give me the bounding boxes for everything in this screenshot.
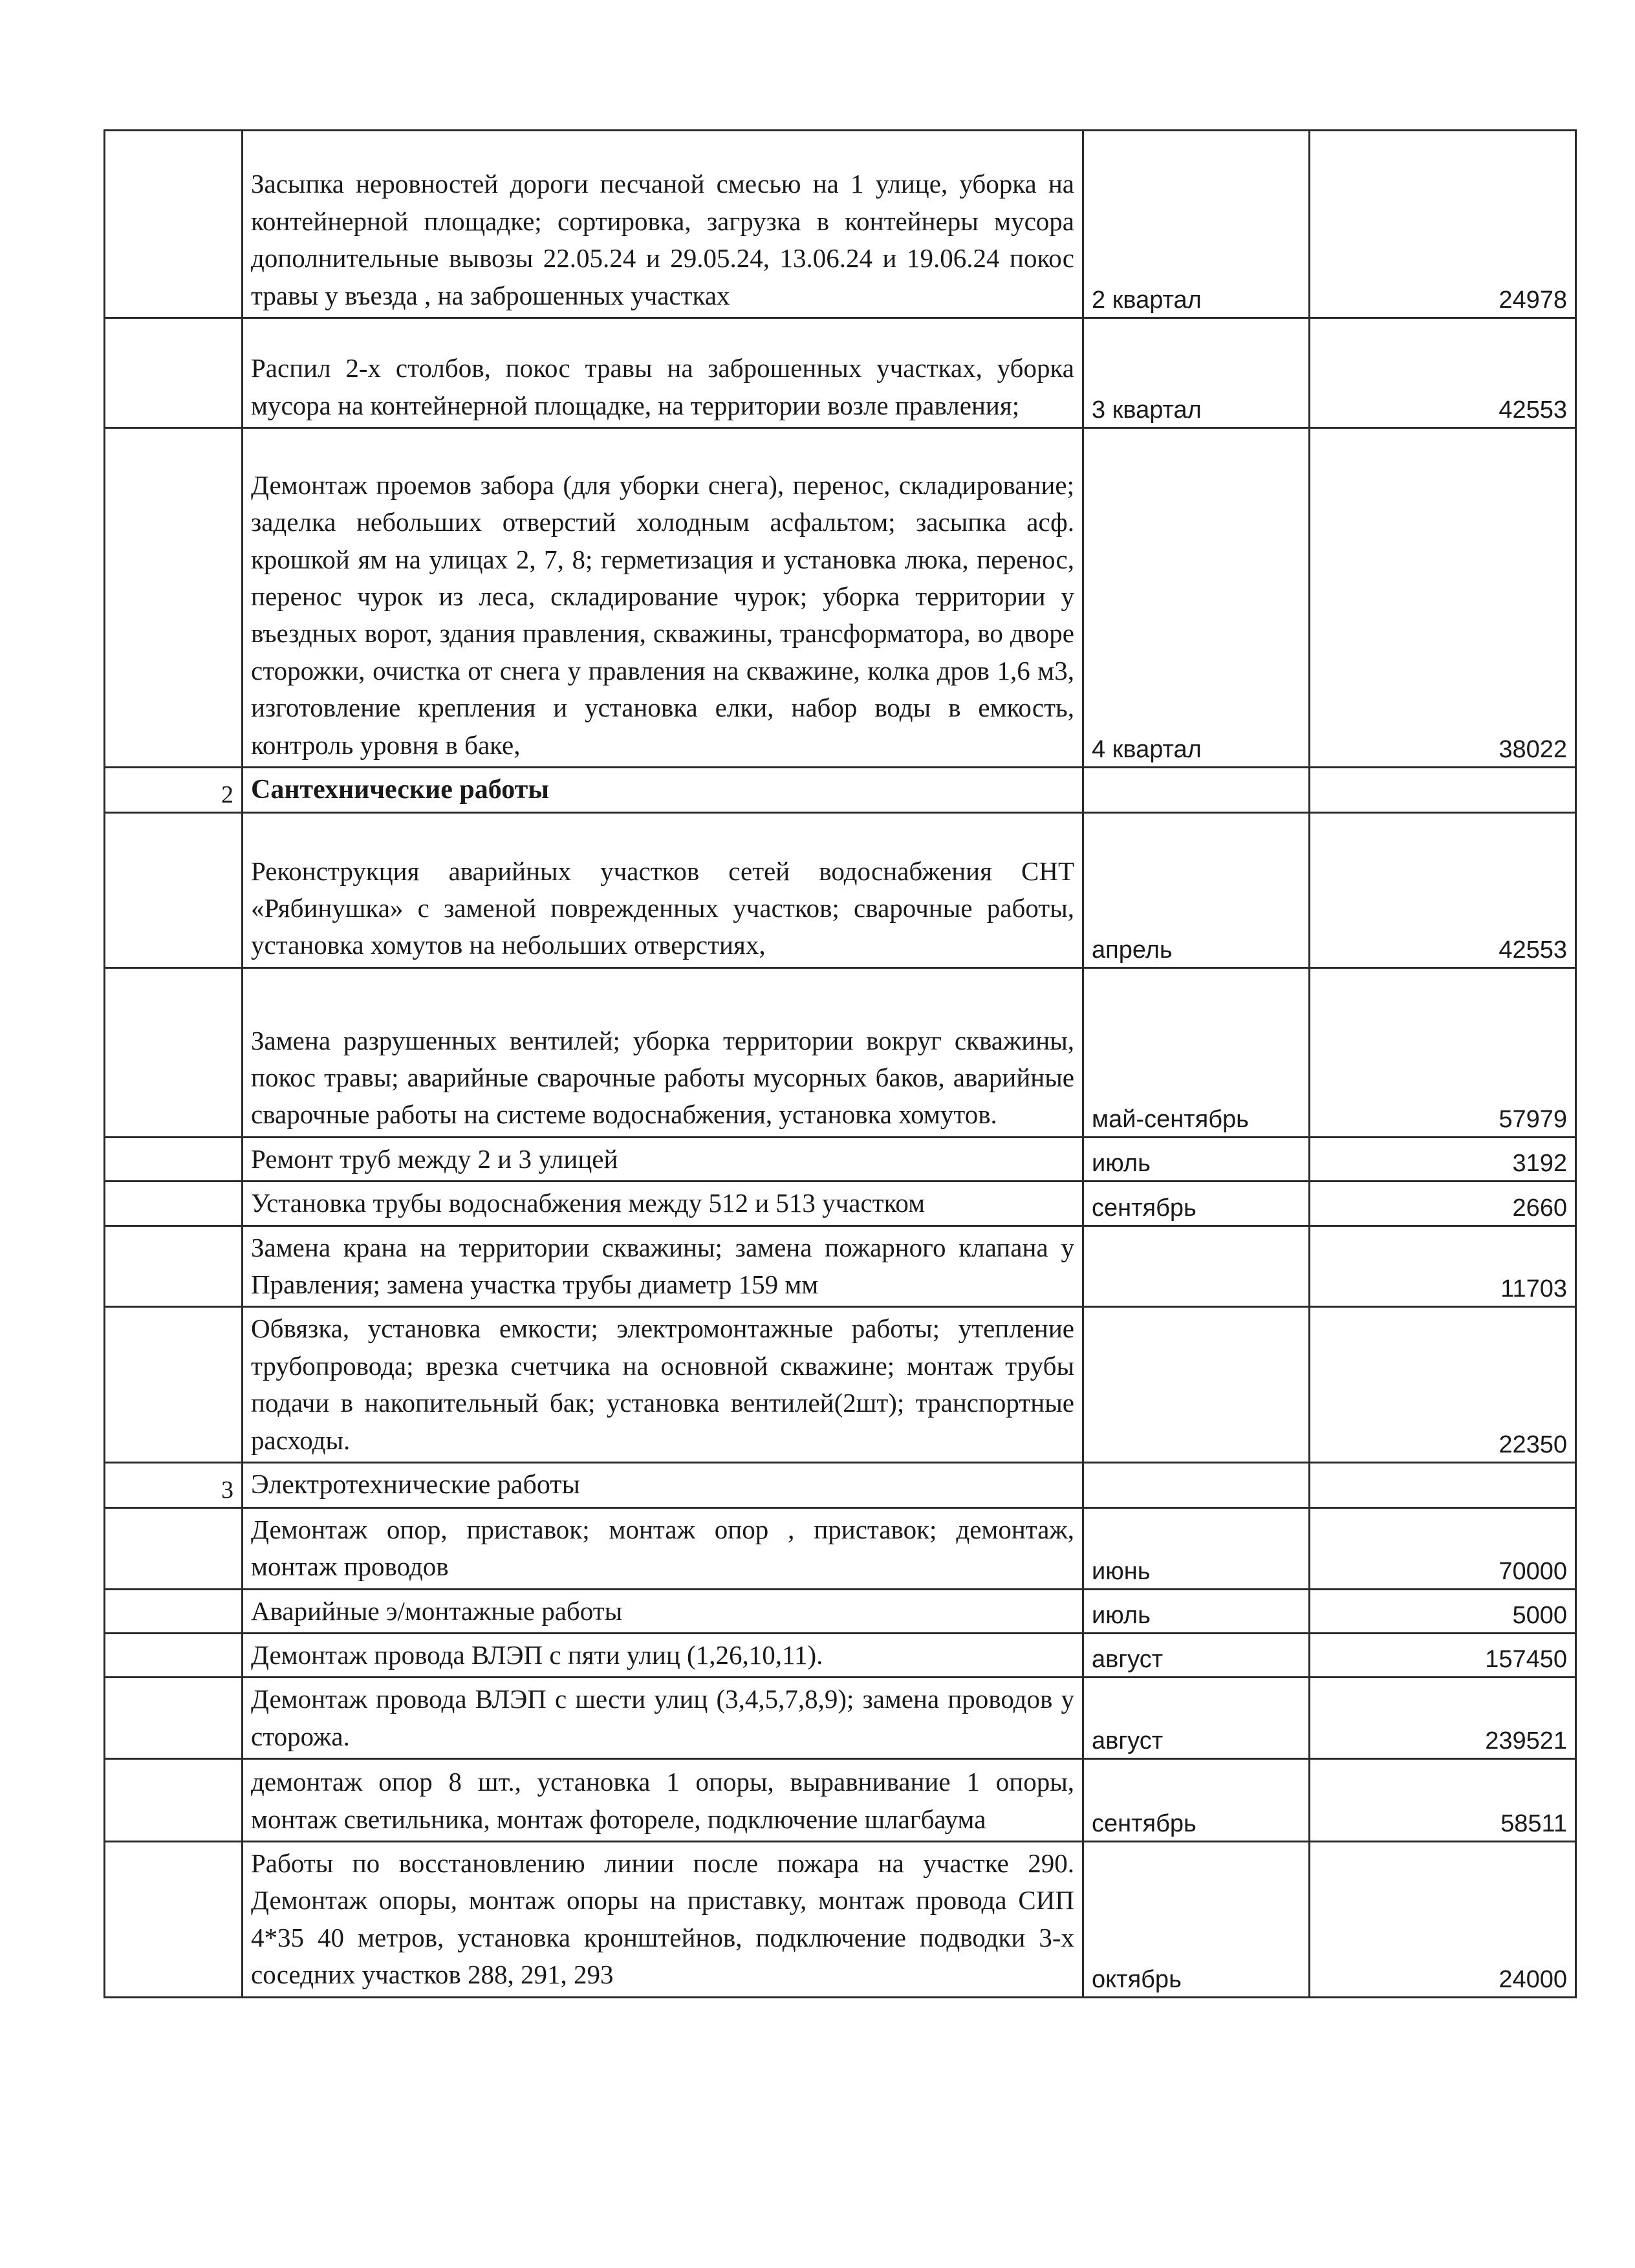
work-description-cell: Электротехнические работы bbox=[243, 1462, 1083, 1507]
table-row bbox=[105, 1589, 1576, 1633]
row-number-cell bbox=[105, 1307, 243, 1463]
table-row bbox=[105, 1633, 1576, 1677]
period-cell: 3 квартал bbox=[1083, 318, 1310, 428]
work-description-cell: Демонтаж провода ВЛЭП с пяти улиц (1,26,10,11). bbox=[243, 1633, 1083, 1677]
table-row bbox=[105, 428, 1576, 768]
amount-cell: 42553 bbox=[1310, 318, 1576, 428]
period-cell: апрель bbox=[1083, 812, 1310, 967]
table-row bbox=[105, 1842, 1576, 1998]
row-number-cell bbox=[105, 1759, 243, 1842]
amount-cell: 3192 bbox=[1310, 1137, 1576, 1181]
work-description-cell: Замена разрушенных вентилей; уборка территории вокруг скважины, покос травы; аварийные сварочные работы мусорных баков, аварийные сварочные работы на системе водоснабжения, установка хомутов. bbox=[243, 967, 1083, 1137]
table-row bbox=[105, 1137, 1576, 1181]
amount-cell: 5000 bbox=[1310, 1589, 1576, 1633]
period-cell: сентябрь bbox=[1083, 1759, 1310, 1842]
amount-cell: 57979 bbox=[1310, 967, 1576, 1137]
period-cell: июль bbox=[1083, 1137, 1310, 1181]
period-cell: 4 квартал bbox=[1083, 428, 1310, 768]
period-cell: октябрь bbox=[1083, 1842, 1310, 1998]
amount-cell: 38022 bbox=[1310, 428, 1576, 768]
row-number-cell bbox=[105, 1182, 243, 1226]
row-number-cell bbox=[105, 1507, 243, 1589]
row-number-cell bbox=[105, 967, 243, 1137]
work-description-cell: Сантехнические работы bbox=[243, 768, 1083, 813]
works-table-body bbox=[105, 131, 1576, 1998]
work-description-cell: Обвязка, установка емкости; электромонтажные работы; утепление трубопровода; врезка счетчика на основной скважине; монтаж трубы подачи в накопительный бак; установка вентилей(2шт); транспортные расходы. bbox=[243, 1307, 1083, 1463]
table-row bbox=[105, 1507, 1576, 1589]
period-cell: август bbox=[1083, 1678, 1310, 1759]
period-cell: май-сентябрь bbox=[1083, 967, 1310, 1137]
amount-cell bbox=[1310, 1462, 1576, 1507]
table-row bbox=[105, 1759, 1576, 1842]
period-cell: июнь bbox=[1083, 1507, 1310, 1589]
period-cell bbox=[1083, 1226, 1310, 1307]
row-number-cell bbox=[105, 428, 243, 768]
amount-cell: 239521 bbox=[1310, 1678, 1576, 1759]
work-description-cell: Засыпка неровностей дороги песчаной смесью на 1 улице, уборка на контейнерной площадке; сортировка, загрузка в контейнеры мусора дополнительные вывозы 22.05.24 и 29.05.24, 13.06.24 и 19.06.24 покос травы у въезда , на заброшенных участках bbox=[243, 131, 1083, 318]
row-number-cell: 3 bbox=[105, 1462, 243, 1507]
row-number-cell bbox=[105, 1137, 243, 1181]
table-row bbox=[105, 967, 1576, 1137]
row-number-cell bbox=[105, 1678, 243, 1759]
period-cell: сентябрь bbox=[1083, 1182, 1310, 1226]
work-description-cell: Установка трубы водоснабжения между 512 и 513 участком bbox=[243, 1182, 1083, 1226]
period-cell bbox=[1083, 1462, 1310, 1507]
row-number-cell bbox=[105, 318, 243, 428]
amount-cell: 11703 bbox=[1310, 1226, 1576, 1307]
work-description-cell: Демонтаж опор, приставок; монтаж опор , приставок; демонтаж, монтаж проводов bbox=[243, 1507, 1083, 1589]
amount-cell: 157450 bbox=[1310, 1633, 1576, 1677]
amount-cell: 22350 bbox=[1310, 1307, 1576, 1463]
work-description-cell: Ремонт труб между 2 и 3 улицей bbox=[243, 1137, 1083, 1181]
amount-cell: 58511 bbox=[1310, 1759, 1576, 1842]
period-cell bbox=[1083, 1307, 1310, 1463]
table-row bbox=[105, 1226, 1576, 1307]
row-number-cell bbox=[105, 1842, 243, 1998]
section-header-row bbox=[105, 1462, 1576, 1507]
period-cell: август bbox=[1083, 1633, 1310, 1677]
work-description-cell: Распил 2-х столбов, покос травы на заброшенных участках, уборка мусора на контейнерной площадке, на территории возле правления; bbox=[243, 318, 1083, 428]
period-cell: июль bbox=[1083, 1589, 1310, 1633]
row-number-cell bbox=[105, 131, 243, 318]
period-cell bbox=[1083, 768, 1310, 813]
row-number-cell bbox=[105, 812, 243, 967]
work-description-cell: Замена крана на территории скважины; замена пожарного клапана у Правления; замена участка трубы диаметр 159 мм bbox=[243, 1226, 1083, 1307]
amount-cell: 70000 bbox=[1310, 1507, 1576, 1589]
table-row bbox=[105, 131, 1576, 318]
amount-cell bbox=[1310, 768, 1576, 813]
work-description-cell: Демонтаж проемов забора (для уборки снега), перенос, складирование; заделка небольших отверстий холодным асфальтом; засыпка асф. крошкой ям на улицах 2, 7, 8; герметизация и установка люка, перенос, перенос чурок из леса, складирование чурок; уборка территории у въездных ворот, здания правления, скважины, трансформатора, во дворе сторожки, очистка от снега у правления на скважине, колка дров 1,6 м3, изготовление крепления и установка елки, набор воды в емкость, контроль уровня в баке, bbox=[243, 428, 1083, 768]
row-number-cell: 2 bbox=[105, 768, 243, 813]
amount-cell: 24978 bbox=[1310, 131, 1576, 318]
table-row bbox=[105, 812, 1576, 967]
work-description-cell: Аварийные э/монтажные работы bbox=[243, 1589, 1083, 1633]
row-number-cell bbox=[105, 1226, 243, 1307]
work-description-cell: Демонтаж провода ВЛЭП с шести улиц (3,4,5,7,8,9); замена проводов у сторожа. bbox=[243, 1678, 1083, 1759]
period-cell: 2 квартал bbox=[1083, 131, 1310, 318]
table-row bbox=[105, 1307, 1576, 1463]
amount-cell: 24000 bbox=[1310, 1842, 1576, 1998]
work-description-cell: Реконструкция аварийных участков сетей водоснабжения СНТ «Рябинушка» с заменой поврежденных участков; сварочные работы, установка хомутов на небольших отверстиях, bbox=[243, 812, 1083, 967]
section-header-row bbox=[105, 768, 1576, 813]
work-description-cell: Работы по восстановлению линии после пожара на участке 290. Демонтаж опоры, монтаж опоры на приставку, монтаж провода СИП 4*35 40 метров, установка кронштейнов, подключение подводки 3-х соседних участков 288, 291, 293 bbox=[243, 1842, 1083, 1998]
row-number-cell bbox=[105, 1589, 243, 1633]
work-description-cell: демонтаж опор 8 шт., установка 1 опоры, выравнивание 1 опоры, монтаж светильника, монтаж фотореле, подключение шлагбаума bbox=[243, 1759, 1083, 1842]
table-row bbox=[105, 1678, 1576, 1759]
table-row bbox=[105, 1182, 1576, 1226]
works-table bbox=[103, 129, 1577, 1998]
table-row bbox=[105, 318, 1576, 428]
amount-cell: 2660 bbox=[1310, 1182, 1576, 1226]
amount-cell: 42553 bbox=[1310, 812, 1576, 967]
row-number-cell bbox=[105, 1633, 243, 1677]
